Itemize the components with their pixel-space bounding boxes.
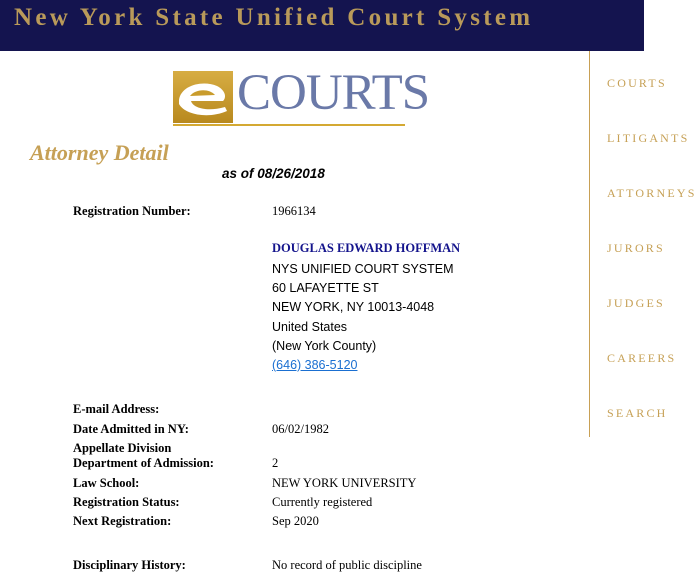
logo-divider [173, 124, 405, 126]
nav-jurors[interactable]: JURORS [607, 241, 665, 255]
next-registration-label: Next Registration: [73, 514, 172, 528]
nav-search[interactable]: SEARCH [607, 406, 668, 420]
ecourts-logo[interactable] [173, 65, 430, 127]
appellate-label: Appellate Division [73, 441, 172, 455]
address-line: (New York County) [272, 339, 377, 353]
logo-wordmark: COURTS [237, 65, 430, 121]
next-registration-value: Sep 2020 [272, 514, 319, 528]
address-line: United States [272, 320, 348, 334]
phone-link[interactable]: (646) 386-5120 [272, 358, 358, 372]
site-title: New York State Unified Court System [14, 4, 534, 31]
law-school-label: Law School: [73, 476, 140, 490]
disciplinary-history-label: Disciplinary History: [73, 558, 186, 572]
nav-judges[interactable]: JUDGES [607, 296, 665, 310]
side-nav [589, 51, 698, 437]
attorney-name: DOUGLAS EDWARD HOFFMAN [272, 241, 461, 255]
site-header [0, 0, 644, 51]
admitted-label: Date Admitted in NY: [73, 422, 189, 436]
disciplinary-history-value: No record of public discipline [272, 558, 422, 572]
admitted-value: 06/02/1982 [272, 422, 329, 436]
registration-status-value: Currently registered [272, 495, 373, 509]
address-line: NYS UNIFIED COURT SYSTEM [272, 262, 454, 276]
registration-number-label: Registration Number: [73, 204, 191, 218]
address-line: 60 LAFAYETTE ST [272, 281, 379, 295]
email-label: E-mail Address: [73, 402, 160, 416]
nav-courts[interactable]: COURTS [607, 76, 667, 90]
page-title: Attorney Detail [30, 140, 169, 165]
address-line: NEW YORK, NY 10013-4048 [272, 300, 435, 314]
ecourts-e-icon [173, 71, 233, 123]
nav-attorneys[interactable]: ATTORNEYS [607, 186, 697, 200]
law-school-value: NEW YORK UNIVERSITY [272, 476, 417, 490]
nav-careers[interactable]: CAREERS [607, 351, 677, 365]
department-label: Department of Admission: [73, 456, 214, 470]
appellate-value: 2 [272, 456, 279, 470]
registration-number-value: 1966134 [272, 204, 316, 218]
nav-litigants[interactable]: LITIGANTS [607, 131, 690, 145]
as-of-date: as of 08/26/2018 [222, 166, 325, 181]
registration-status-label: Registration Status: [73, 495, 180, 509]
